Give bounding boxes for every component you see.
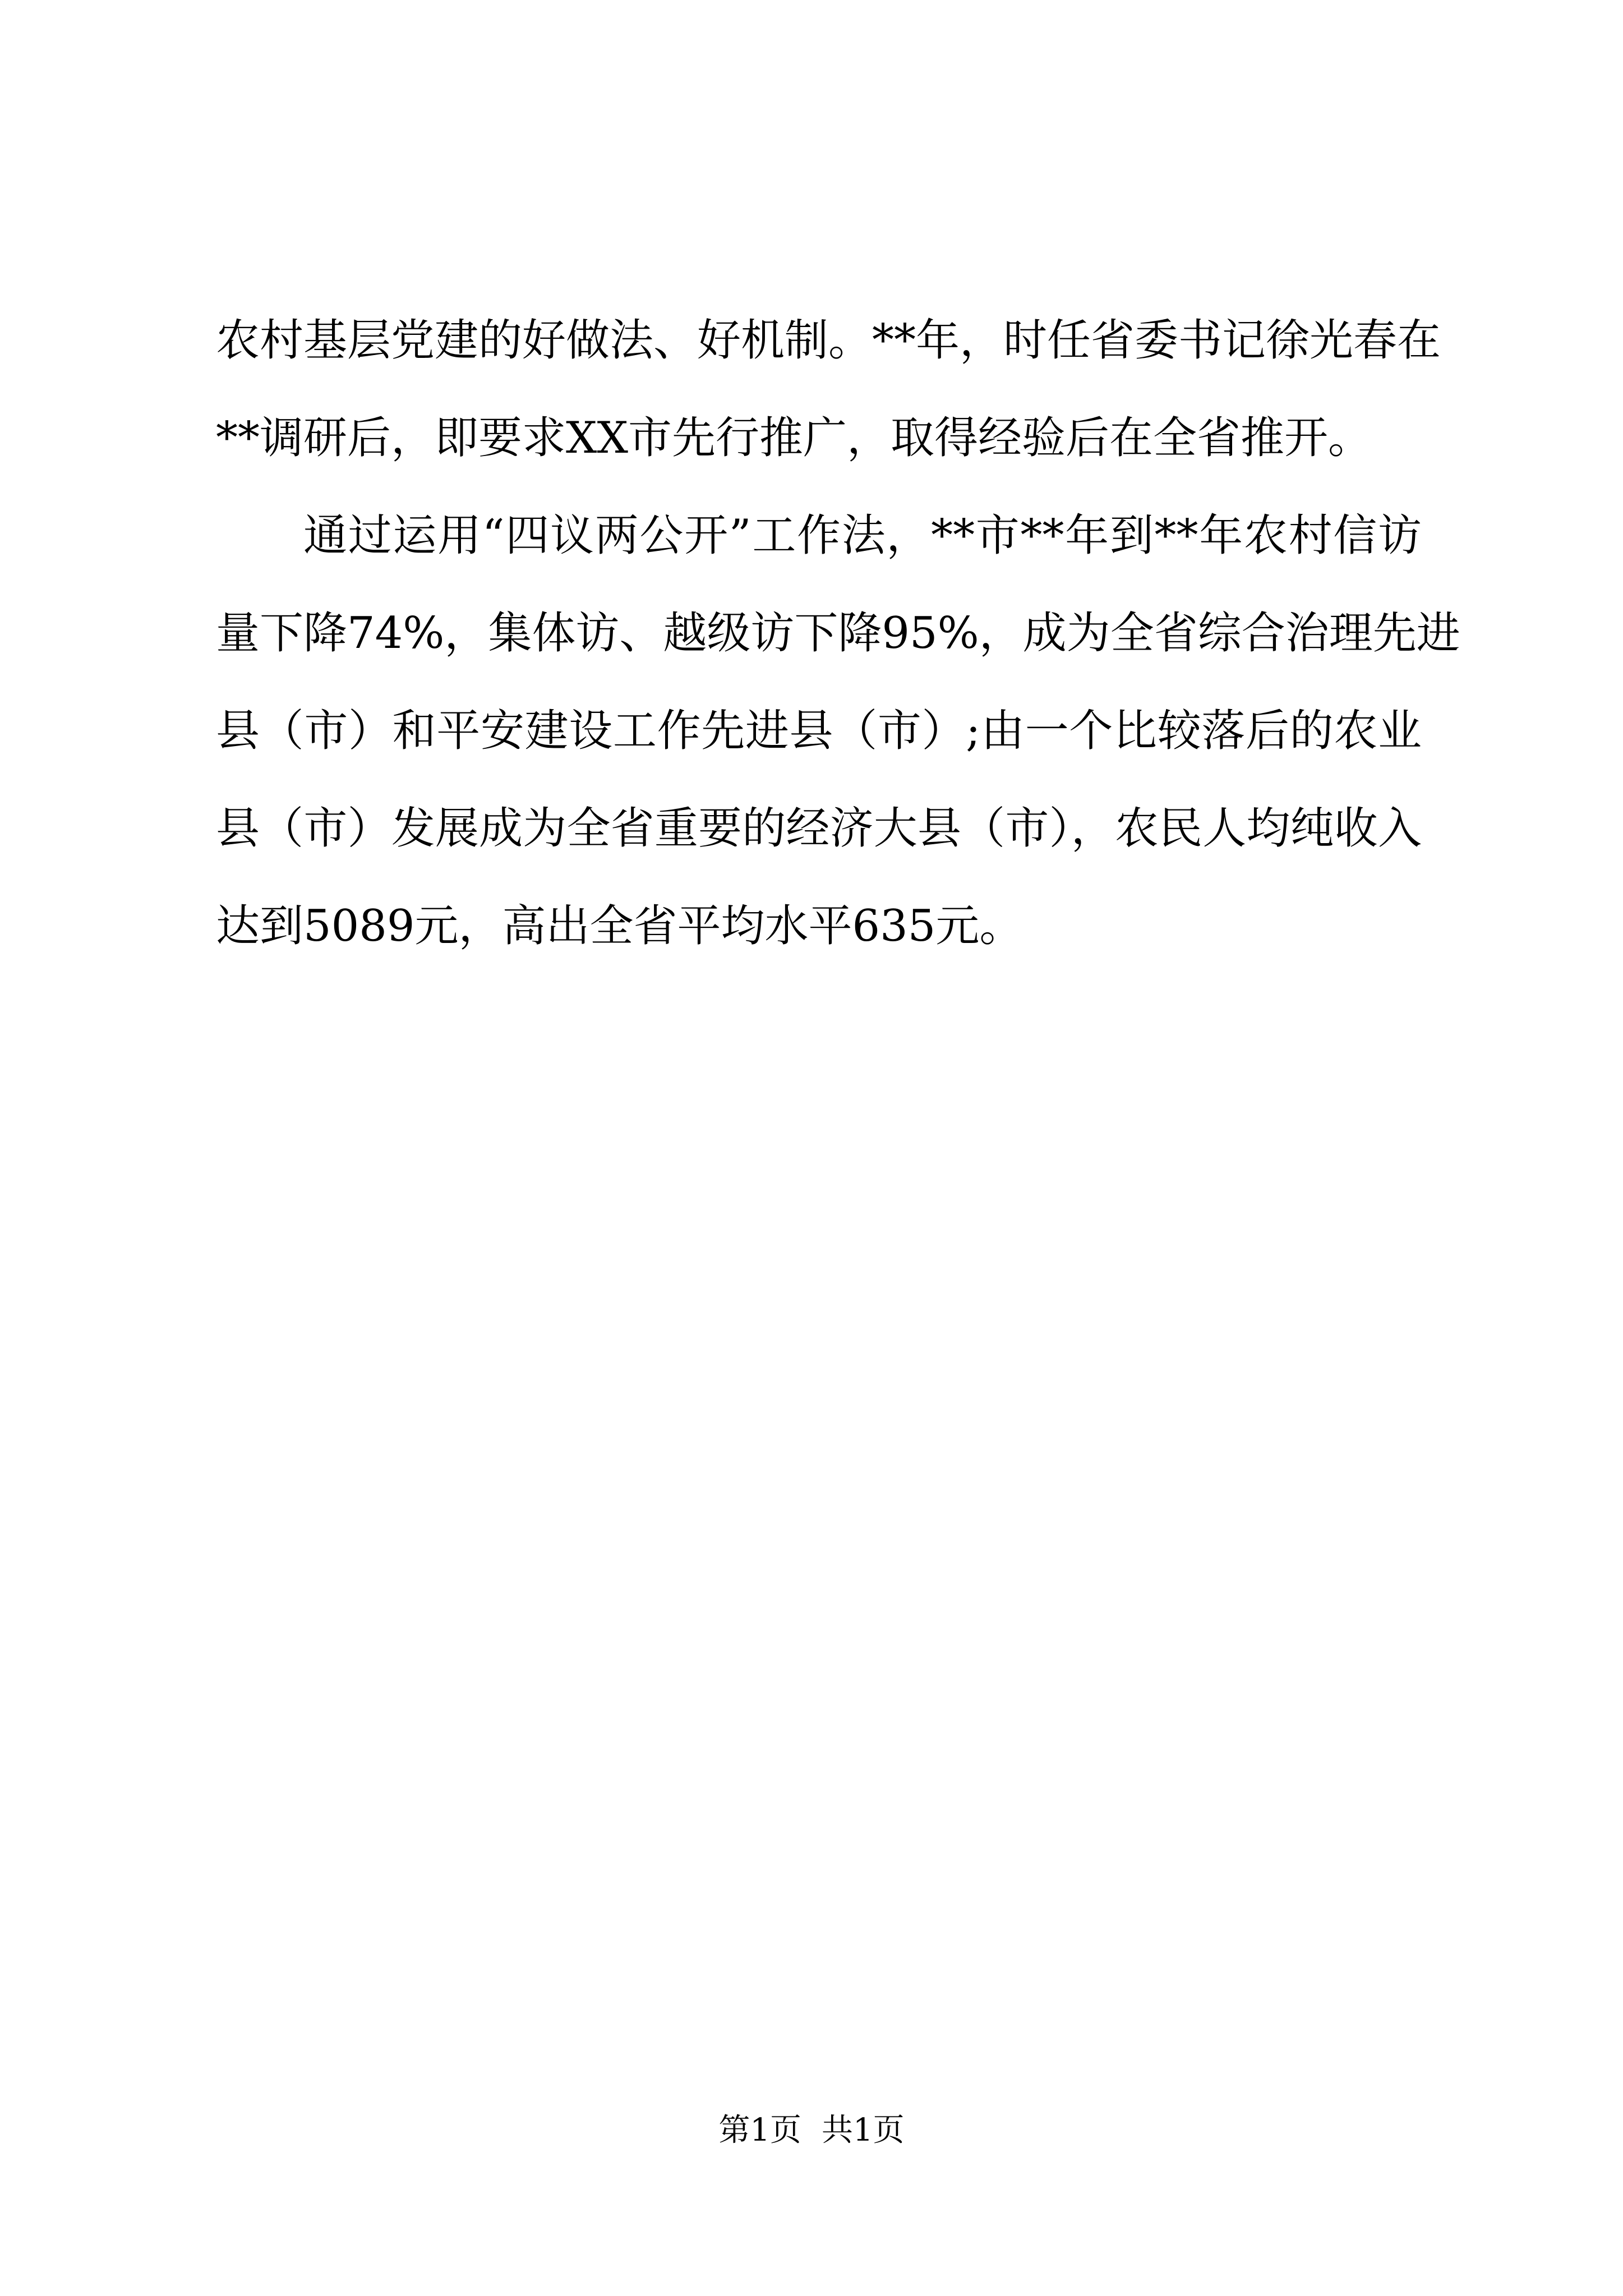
paragraph-2: [216, 487, 1460, 975]
paragraph-1: [216, 292, 1441, 487]
text-line: 县（市）和平安建设工作先进县（市）;由一个比较落后的农业: [216, 706, 1422, 756]
page-number: 第1页: [718, 2112, 801, 2148]
text-line: 通过运用“四议两公开”工作法，**市**年到**年农村信访: [303, 510, 1422, 561]
text-line: 量下降74%，集体访、越级访下降95%，成为全省综合治理先进: [216, 608, 1460, 659]
text-line: 达到5089元，高出全省平均水平635元。: [216, 901, 1023, 951]
page-total: 共1页: [822, 2112, 905, 2148]
text-line: 县（市）发展成为全省重要的经济大县（市），农民人均纯收入: [216, 803, 1422, 854]
page-footer: [0, 2108, 1623, 2153]
document-body: [216, 292, 1460, 975]
text-line: **调研后，即要求XX市先行推广，取得经验后在全省推开。: [216, 413, 1372, 463]
text-line: 农村基层党建的好做法、好机制。**年，时任省委书记徐光春在: [216, 315, 1441, 366]
